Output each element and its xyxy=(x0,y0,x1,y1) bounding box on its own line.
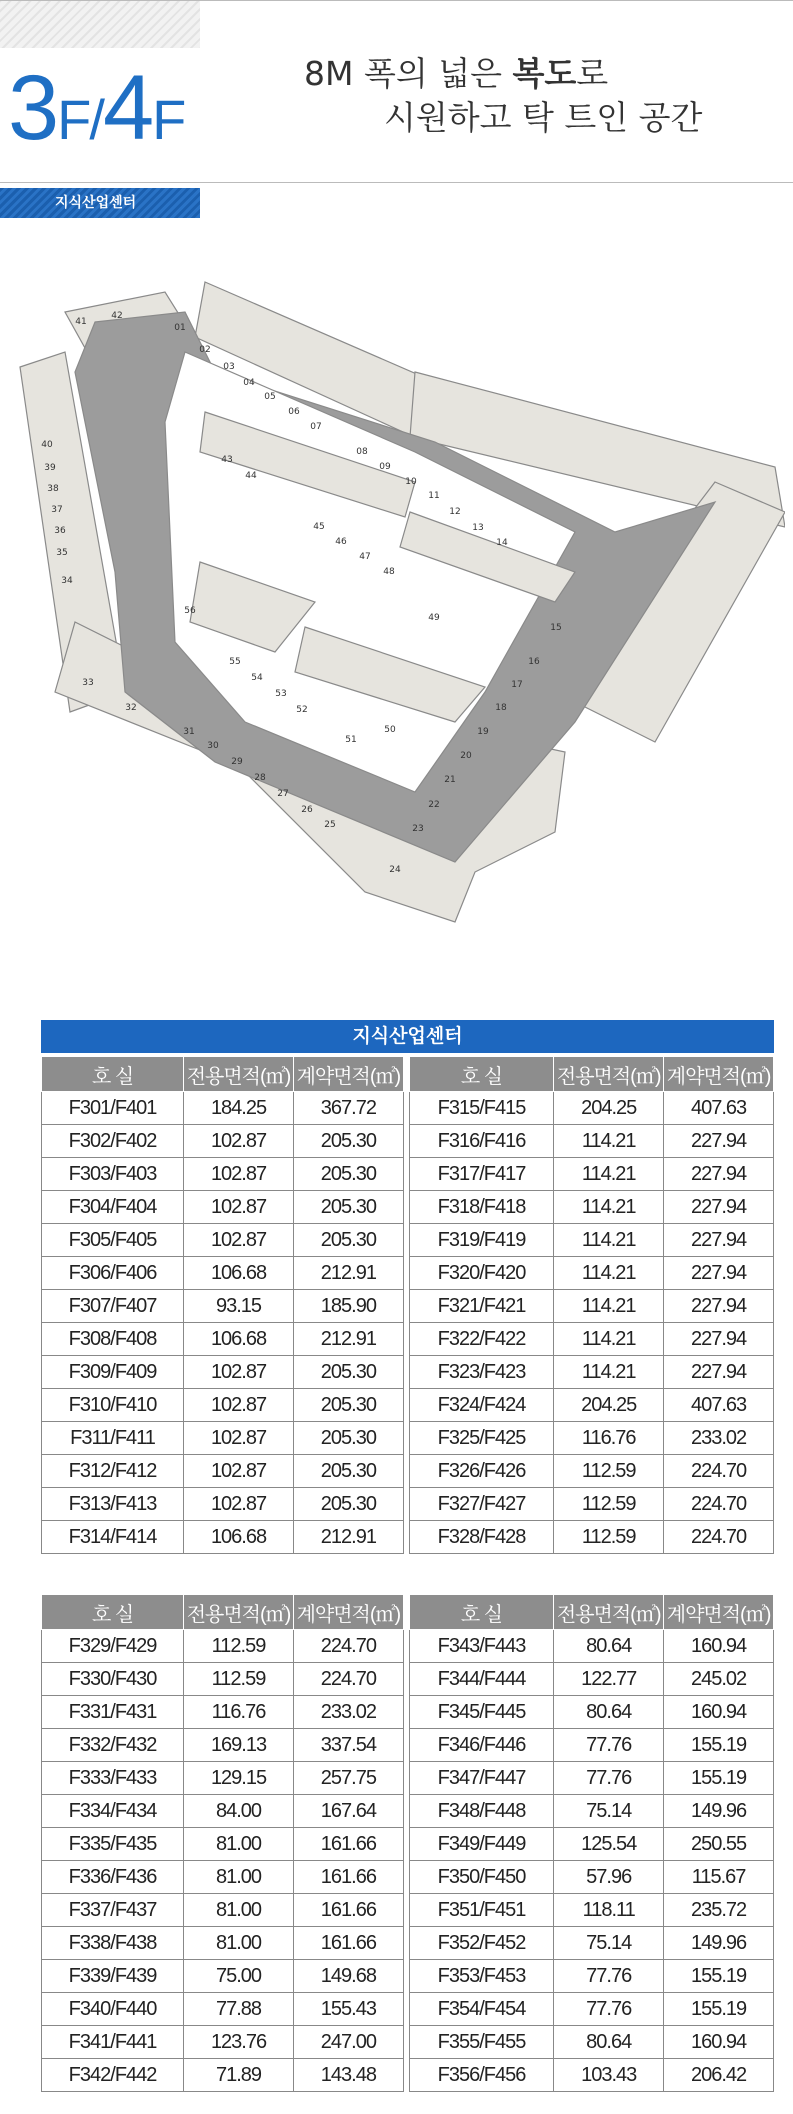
room-number-cell: F305/F405 xyxy=(42,1224,184,1257)
room-label: 36 xyxy=(54,526,66,536)
contract-area-cell: 257.75 xyxy=(293,1762,403,1795)
contract-area-cell: 227.94 xyxy=(664,1224,774,1257)
exclusive-area-cell: 81.00 xyxy=(184,1861,294,1894)
room-number-cell: F315/F415 xyxy=(409,1092,553,1125)
room-label: 01 xyxy=(174,323,186,333)
exclusive-area-cell: 77.76 xyxy=(554,1993,664,2026)
room-number-cell: F304/F404 xyxy=(42,1191,184,1224)
table-row xyxy=(42,1993,774,2026)
section-tag: 지식산업센터 xyxy=(0,188,200,218)
room-number-cell: F333/F433 xyxy=(42,1762,184,1795)
table-banner: 지식산업센터 xyxy=(41,1020,774,1053)
room-number-cell: F329/F429 xyxy=(42,1630,184,1663)
room-label: 17 xyxy=(511,680,523,690)
table-row xyxy=(42,1729,774,1762)
contract-area-cell: 227.94 xyxy=(664,1356,774,1389)
contract-area-cell: 185.90 xyxy=(293,1290,403,1323)
exclusive-area-cell: 84.00 xyxy=(184,1795,294,1828)
headline-part-c: 로 xyxy=(576,54,609,93)
headline-emphasis: 복도 xyxy=(512,54,577,93)
contract-area-cell: 155.19 xyxy=(664,1993,774,2026)
exclusive-area-cell: 112.59 xyxy=(184,1663,294,1696)
contract-area-cell: 161.66 xyxy=(293,1828,403,1861)
room-label: 39 xyxy=(44,463,56,473)
exclusive-area-cell: 125.54 xyxy=(554,1828,664,1861)
room-label: 24 xyxy=(389,865,401,875)
floor-plan xyxy=(15,272,785,952)
room-number-cell: F354/F454 xyxy=(409,1993,553,2026)
contract-area-cell: 212.91 xyxy=(293,1521,403,1554)
exclusive-area-cell: 114.21 xyxy=(554,1257,664,1290)
exclusive-area-cell: 77.76 xyxy=(554,1762,664,1795)
room-label: 16 xyxy=(528,657,540,667)
exclusive-area-cell: 112.59 xyxy=(554,1455,664,1488)
room-label: 03 xyxy=(223,362,235,372)
contract-area-cell: 160.94 xyxy=(664,2026,774,2059)
room-number-cell: F339/F439 xyxy=(42,1960,184,1993)
contract-area-cell: 155.19 xyxy=(664,1960,774,1993)
room-number-cell: F309/F409 xyxy=(42,1356,184,1389)
table-row xyxy=(42,1663,774,1696)
contract-area-cell: 227.94 xyxy=(664,1323,774,1356)
room-number-cell: F323/F423 xyxy=(409,1356,553,1389)
column-header: 호 실 xyxy=(409,1595,553,1630)
room-number-cell: F310/F410 xyxy=(42,1389,184,1422)
room-label: 18 xyxy=(495,703,507,713)
room-label: 04 xyxy=(243,378,255,388)
room-number-cell: F324/F424 xyxy=(409,1389,553,1422)
room-label: 23 xyxy=(412,824,424,834)
contract-area-cell: 407.63 xyxy=(664,1092,774,1125)
room-number-cell: F307/F407 xyxy=(42,1290,184,1323)
exclusive-area-cell: 93.15 xyxy=(184,1290,294,1323)
room-number-cell: F320/F420 xyxy=(409,1257,553,1290)
contract-area-cell: 143.48 xyxy=(293,2059,403,2092)
room-label: 30 xyxy=(207,741,219,751)
header-hatch-decoration xyxy=(0,0,200,48)
exclusive-area-cell: 204.25 xyxy=(554,1092,664,1125)
room-number-cell: F301/F401 xyxy=(42,1092,184,1125)
column-header: 전용면적(㎡) xyxy=(554,1057,664,1092)
page-header xyxy=(0,0,793,190)
exclusive-area-cell: 106.68 xyxy=(184,1521,294,1554)
table-row xyxy=(42,1158,774,1191)
table-row xyxy=(42,1356,774,1389)
contract-area-cell: 407.63 xyxy=(664,1389,774,1422)
room-label: 26 xyxy=(301,805,313,815)
contract-area-cell: 250.55 xyxy=(664,1828,774,1861)
contract-area-cell: 205.30 xyxy=(293,1125,403,1158)
contract-area-cell: 155.19 xyxy=(664,1729,774,1762)
room-label: 19 xyxy=(477,727,489,737)
area-tables xyxy=(41,1020,774,2092)
room-number-cell: F355/F455 xyxy=(409,2026,553,2059)
exclusive-area-cell: 114.21 xyxy=(554,1323,664,1356)
contract-area-cell: 235.72 xyxy=(664,1894,774,1927)
contract-area-cell: 115.67 xyxy=(664,1861,774,1894)
headline-line-2: 시원하고 탁 트인 공간 xyxy=(384,98,703,137)
room-number-cell: F335/F435 xyxy=(42,1828,184,1861)
exclusive-area-cell: 80.64 xyxy=(554,1696,664,1729)
column-header: 전용면적(㎡) xyxy=(184,1595,294,1630)
room-label: 11 xyxy=(428,491,440,501)
room-label: 27 xyxy=(277,789,289,799)
room-label: 07 xyxy=(310,422,322,432)
room-label: 56 xyxy=(184,606,196,616)
room-number-cell: F317/F417 xyxy=(409,1158,553,1191)
contract-area-cell: 227.94 xyxy=(664,1290,774,1323)
table-header-row xyxy=(42,1595,774,1630)
room-label: 28 xyxy=(254,773,266,783)
contract-area-cell: 205.30 xyxy=(293,1422,403,1455)
exclusive-area-cell: 80.64 xyxy=(554,2026,664,2059)
exclusive-area-cell: 75.14 xyxy=(554,1927,664,1960)
contract-area-cell: 212.91 xyxy=(293,1323,403,1356)
exclusive-area-cell: 102.87 xyxy=(184,1455,294,1488)
table-row xyxy=(42,1521,774,1554)
room-label: 47 xyxy=(359,552,371,562)
contract-area-cell: 160.94 xyxy=(664,1630,774,1663)
exclusive-area-cell: 169.13 xyxy=(184,1729,294,1762)
contract-area-cell: 245.02 xyxy=(664,1663,774,1696)
room-label: 29 xyxy=(231,757,243,767)
exclusive-area-cell: 57.96 xyxy=(554,1861,664,1894)
room-number-cell: F340/F440 xyxy=(42,1993,184,2026)
exclusive-area-cell: 129.15 xyxy=(184,1762,294,1795)
exclusive-area-cell: 75.00 xyxy=(184,1960,294,1993)
table-row xyxy=(42,1257,774,1290)
exclusive-area-cell: 118.11 xyxy=(554,1894,664,1927)
table-row xyxy=(42,1894,774,1927)
contract-area-cell: 205.30 xyxy=(293,1455,403,1488)
contract-area-cell: 224.70 xyxy=(664,1455,774,1488)
room-number-cell: F332/F432 xyxy=(42,1729,184,1762)
contract-area-cell: 205.30 xyxy=(293,1158,403,1191)
room-number-cell: F308/F408 xyxy=(42,1323,184,1356)
column-header: 호 실 xyxy=(409,1057,553,1092)
exclusive-area-cell: 123.76 xyxy=(184,2026,294,2059)
table-row xyxy=(42,1861,774,1894)
table-row xyxy=(42,1323,774,1356)
room-label: 14 xyxy=(496,538,508,548)
room-label: 41 xyxy=(75,317,87,327)
exclusive-area-cell: 204.25 xyxy=(554,1389,664,1422)
floor-number-3: 3 xyxy=(8,57,58,159)
table-row xyxy=(42,1828,774,1861)
room-label: 55 xyxy=(229,657,241,667)
floor-number-4: 4 xyxy=(102,57,153,159)
contract-area-cell: 227.94 xyxy=(664,1158,774,1191)
room-label: 33 xyxy=(82,678,94,688)
room-label: 38 xyxy=(47,484,59,494)
table-row xyxy=(42,2026,774,2059)
table-row xyxy=(42,2059,774,2092)
column-header: 호 실 xyxy=(42,1595,184,1630)
building-outline xyxy=(20,282,785,922)
headline-line-1 xyxy=(300,52,760,96)
exclusive-area-cell: 114.21 xyxy=(554,1158,664,1191)
room-number-cell: F303/F403 xyxy=(42,1158,184,1191)
exclusive-area-cell: 102.87 xyxy=(184,1125,294,1158)
room-label: 06 xyxy=(288,407,300,417)
room-number-cell: F314/F414 xyxy=(42,1521,184,1554)
column-header: 전용면적(㎡) xyxy=(554,1595,664,1630)
exclusive-area-cell: 102.87 xyxy=(184,1389,294,1422)
contract-area-cell: 337.54 xyxy=(293,1729,403,1762)
room-label: 13 xyxy=(472,523,484,533)
room-label: 52 xyxy=(296,705,308,715)
exclusive-area-cell: 106.68 xyxy=(184,1257,294,1290)
room-label: 32 xyxy=(125,703,137,713)
room-number-cell: F318/F418 xyxy=(409,1191,553,1224)
room-number-cell: F316/F416 xyxy=(409,1125,553,1158)
contract-area-cell: 227.94 xyxy=(664,1257,774,1290)
room-label: 49 xyxy=(428,613,440,623)
table-row xyxy=(42,1455,774,1488)
contract-area-cell: 155.19 xyxy=(664,1762,774,1795)
column-header: 계약면적(㎡) xyxy=(293,1595,403,1630)
room-number-cell: F322/F422 xyxy=(409,1323,553,1356)
contract-area-cell: 167.64 xyxy=(293,1795,403,1828)
exclusive-area-cell: 102.87 xyxy=(184,1191,294,1224)
contract-area-cell: 227.94 xyxy=(664,1125,774,1158)
column-header: 계약면적(㎡) xyxy=(664,1595,774,1630)
room-number-cell: F319/F419 xyxy=(409,1224,553,1257)
room-number-cell: F343/F443 xyxy=(409,1630,553,1663)
room-label: 46 xyxy=(335,537,347,547)
room-label: 22 xyxy=(428,800,440,810)
exclusive-area-cell: 71.89 xyxy=(184,2059,294,2092)
exclusive-area-cell: 102.87 xyxy=(184,1422,294,1455)
room-label: 48 xyxy=(383,567,395,577)
contract-area-cell: 233.02 xyxy=(293,1696,403,1729)
room-label: 10 xyxy=(405,477,417,487)
room-label: 51 xyxy=(345,735,357,745)
exclusive-area-cell: 80.64 xyxy=(554,1630,664,1663)
room-number-cell: F353/F453 xyxy=(409,1960,553,1993)
table-row xyxy=(42,1092,774,1125)
area-table-2 xyxy=(41,1594,774,2092)
room-label: 02 xyxy=(199,345,211,355)
room-number-cell: F346/F446 xyxy=(409,1729,553,1762)
room-number-cell: F306/F406 xyxy=(42,1257,184,1290)
room-number-cell: F342/F442 xyxy=(42,2059,184,2092)
table-row xyxy=(42,1224,774,1257)
exclusive-area-cell: 114.21 xyxy=(554,1356,664,1389)
room-label: 45 xyxy=(313,522,325,532)
column-header: 호 실 xyxy=(42,1057,184,1092)
exclusive-area-cell: 112.59 xyxy=(554,1521,664,1554)
exclusive-area-cell: 116.76 xyxy=(554,1422,664,1455)
exclusive-area-cell: 102.87 xyxy=(184,1224,294,1257)
contract-area-cell: 233.02 xyxy=(664,1422,774,1455)
contract-area-cell: 205.30 xyxy=(293,1488,403,1521)
room-number-cell: F327/F427 xyxy=(409,1488,553,1521)
exclusive-area-cell: 116.76 xyxy=(184,1696,294,1729)
column-header: 계약면적(㎡) xyxy=(664,1057,774,1092)
exclusive-area-cell: 184.25 xyxy=(184,1092,294,1125)
floor-suffix-2: F xyxy=(152,88,185,151)
room-label: 09 xyxy=(379,462,391,472)
table-row xyxy=(42,1290,774,1323)
room-label: 20 xyxy=(460,751,472,761)
exclusive-area-cell: 114.21 xyxy=(554,1191,664,1224)
contract-area-cell: 149.68 xyxy=(293,1960,403,1993)
table-header-row xyxy=(42,1057,774,1092)
table-row xyxy=(42,1125,774,1158)
room-label: 08 xyxy=(356,447,368,457)
headline xyxy=(300,52,760,140)
room-number-cell: F352/F452 xyxy=(409,1927,553,1960)
exclusive-area-cell: 112.59 xyxy=(184,1630,294,1663)
room-label: 25 xyxy=(324,820,336,830)
headline-part-a: 8M 폭의 넓은 xyxy=(304,54,513,93)
room-number-cell: F325/F425 xyxy=(409,1422,553,1455)
column-header: 전용면적(㎡) xyxy=(184,1057,294,1092)
room-label: 15 xyxy=(550,623,562,633)
room-label: 21 xyxy=(444,775,456,785)
table-row xyxy=(42,1488,774,1521)
table-row xyxy=(42,1927,774,1960)
table-row xyxy=(42,1960,774,1993)
room-number-cell: F311/F411 xyxy=(42,1422,184,1455)
room-number-cell: F350/F450 xyxy=(409,1861,553,1894)
exclusive-area-cell: 81.00 xyxy=(184,1894,294,1927)
area-table-1 xyxy=(41,1056,774,1554)
room-number-cell: F345/F445 xyxy=(409,1696,553,1729)
room-number-cell: F312/F412 xyxy=(42,1455,184,1488)
column-header: 계약면적(㎡) xyxy=(293,1057,403,1092)
room-number-cell: F337/F437 xyxy=(42,1894,184,1927)
room-number-cell: F326/F426 xyxy=(409,1455,553,1488)
room-label: 40 xyxy=(41,440,53,450)
room-number-cell: F302/F402 xyxy=(42,1125,184,1158)
exclusive-area-cell: 75.14 xyxy=(554,1795,664,1828)
contract-area-cell: 224.70 xyxy=(664,1521,774,1554)
top-divider xyxy=(0,0,793,1)
exclusive-area-cell: 106.68 xyxy=(184,1323,294,1356)
room-number-cell: F338/F438 xyxy=(42,1927,184,1960)
room-number-cell: F313/F413 xyxy=(42,1488,184,1521)
contract-area-cell: 161.66 xyxy=(293,1861,403,1894)
room-label: 43 xyxy=(221,455,233,465)
table-row xyxy=(42,1389,774,1422)
table-row xyxy=(42,1795,774,1828)
floor-title xyxy=(8,57,185,159)
floor-suffix-1: F/ xyxy=(57,88,103,151)
contract-area-cell: 224.70 xyxy=(664,1488,774,1521)
table-row xyxy=(42,1762,774,1795)
contract-area-cell: 160.94 xyxy=(664,1696,774,1729)
exclusive-area-cell: 114.21 xyxy=(554,1290,664,1323)
contract-area-cell: 161.66 xyxy=(293,1927,403,1960)
room-label: 05 xyxy=(264,392,276,402)
contract-area-cell: 224.70 xyxy=(293,1663,403,1696)
contract-area-cell: 205.30 xyxy=(293,1224,403,1257)
exclusive-area-cell: 114.21 xyxy=(554,1125,664,1158)
room-number-cell: F347/F447 xyxy=(409,1762,553,1795)
table-row xyxy=(42,1696,774,1729)
room-label: 53 xyxy=(275,689,287,699)
contract-area-cell: 227.94 xyxy=(664,1191,774,1224)
header-divider xyxy=(0,182,793,183)
room-label: 54 xyxy=(251,673,263,683)
exclusive-area-cell: 114.21 xyxy=(554,1224,664,1257)
table-row xyxy=(42,1191,774,1224)
contract-area-cell: 206.42 xyxy=(664,2059,774,2092)
room-number-cell: F330/F430 xyxy=(42,1663,184,1696)
contract-area-cell: 205.30 xyxy=(293,1356,403,1389)
contract-area-cell: 149.96 xyxy=(664,1927,774,1960)
room-label: 34 xyxy=(61,576,73,586)
room-number-cell: F351/F451 xyxy=(409,1894,553,1927)
contract-area-cell: 205.30 xyxy=(293,1389,403,1422)
room-number-cell: F356/F456 xyxy=(409,2059,553,2092)
exclusive-area-cell: 122.77 xyxy=(554,1663,664,1696)
room-label: 37 xyxy=(51,505,63,515)
exclusive-area-cell: 103.43 xyxy=(554,2059,664,2092)
contract-area-cell: 367.72 xyxy=(293,1092,403,1125)
exclusive-area-cell: 77.76 xyxy=(554,1729,664,1762)
room-number-cell: F336/F436 xyxy=(42,1861,184,1894)
contract-area-cell: 161.66 xyxy=(293,1894,403,1927)
contract-area-cell: 205.30 xyxy=(293,1191,403,1224)
contract-area-cell: 212.91 xyxy=(293,1257,403,1290)
contract-area-cell: 247.00 xyxy=(293,2026,403,2059)
room-label: 50 xyxy=(384,725,396,735)
room-number-cell: F321/F421 xyxy=(409,1290,553,1323)
room-number-cell: F341/F441 xyxy=(42,2026,184,2059)
room-label: 31 xyxy=(183,727,195,737)
exclusive-area-cell: 77.88 xyxy=(184,1993,294,2026)
table-row xyxy=(42,1422,774,1455)
exclusive-area-cell: 81.00 xyxy=(184,1927,294,1960)
room-label: 44 xyxy=(245,471,257,481)
room-number-cell: F348/F448 xyxy=(409,1795,553,1828)
contract-area-cell: 224.70 xyxy=(293,1630,403,1663)
room-number-cell: F331/F431 xyxy=(42,1696,184,1729)
contract-area-cell: 149.96 xyxy=(664,1795,774,1828)
exclusive-area-cell: 112.59 xyxy=(554,1488,664,1521)
room-label: 35 xyxy=(56,548,68,558)
exclusive-area-cell: 81.00 xyxy=(184,1828,294,1861)
room-number-cell: F334/F434 xyxy=(42,1795,184,1828)
room-number-cell: F328/F428 xyxy=(409,1521,553,1554)
exclusive-area-cell: 102.87 xyxy=(184,1356,294,1389)
room-label: 12 xyxy=(449,507,461,517)
table-row xyxy=(42,1630,774,1663)
contract-area-cell: 155.43 xyxy=(293,1993,403,2026)
room-label: 42 xyxy=(111,311,123,321)
room-number-cell: F349/F449 xyxy=(409,1828,553,1861)
exclusive-area-cell: 102.87 xyxy=(184,1158,294,1191)
exclusive-area-cell: 77.76 xyxy=(554,1960,664,1993)
room-number-cell: F344/F444 xyxy=(409,1663,553,1696)
exclusive-area-cell: 102.87 xyxy=(184,1488,294,1521)
